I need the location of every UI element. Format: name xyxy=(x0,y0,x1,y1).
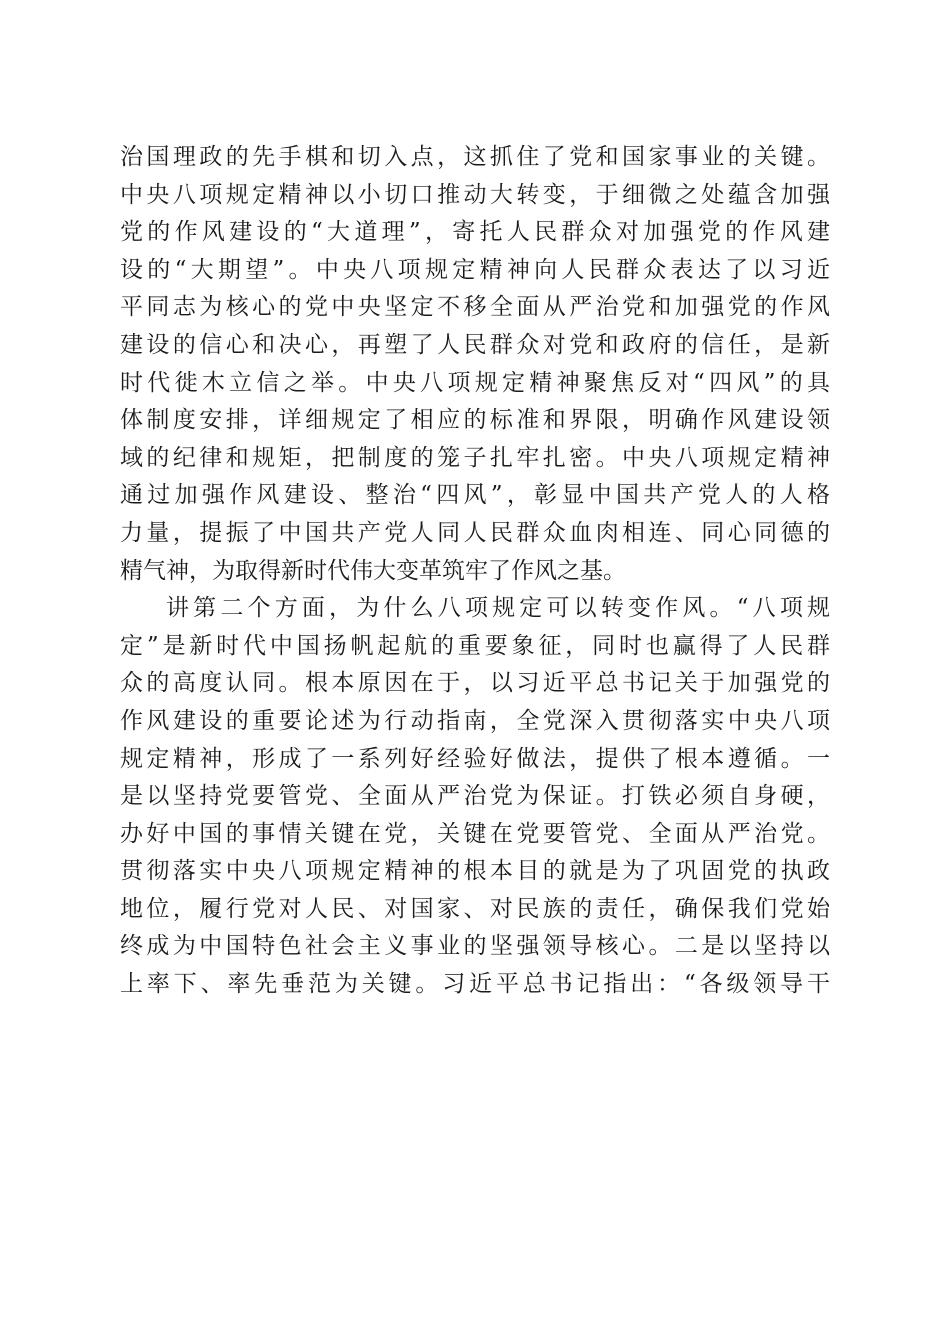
text-line: 作风建设的重要论述为行动指南，全党深入贯彻落实中央八项 xyxy=(120,707,830,734)
text-line: 域的纪律和规矩，把制度的笼子扎牢扎密。中央八项规定精神 xyxy=(120,444,830,471)
text-line: 设的“大期望”。中央八项规定精神向人民群众表达了以习近 xyxy=(120,256,830,283)
text-line: 定”是新时代中国扬帆起航的重要象征，同时也赢得了人民群 xyxy=(120,632,830,659)
text-line: 贯彻落实中央八项规定精神的根本目的就是为了巩固党的执政 xyxy=(120,858,830,885)
text-line: 精气神，为取得新时代伟大变革筑牢了作风之基。 xyxy=(120,557,626,584)
text-line: 是以坚持党要管党、全面从严治党为保证。打铁必须自身硬， xyxy=(120,783,830,810)
text-line: 时代徙木立信之举。中央八项规定精神聚焦反对“四风”的具 xyxy=(120,369,830,396)
text-line: 建设的信心和决心，再塑了人民群众对党和政府的信任，是新 xyxy=(120,331,830,358)
text-line: 力量，提振了中国共产党人同人民群众血肉相连、同心同德的 xyxy=(120,519,830,546)
paragraph-2 xyxy=(120,590,830,1004)
text-line: 办好中国的事情关键在党，关键在党要管党、全面从严治党。 xyxy=(120,820,830,847)
text-line: 规定精神，形成了一系列好经验好做法，提供了根本遵循。一 xyxy=(120,745,830,772)
text-line: 众的高度认同。根本原因在于，以习近平总书记关于加强党的 xyxy=(120,670,830,697)
text-line: 终成为中国特色社会主义事业的坚强领导核心。二是以坚持以 xyxy=(120,933,830,960)
document-page xyxy=(120,139,830,1004)
text-line: 平同志为核心的党中央坚定不移全面从严治党和加强党的作风 xyxy=(120,294,830,321)
text-line: 上率下、率先垂范为关键。习近平总书记指出：“各级领导干 xyxy=(120,971,830,998)
text-line: 中央八项规定精神以小切口推动大转变，于细微之处蕴含加强 xyxy=(120,181,830,208)
text-line: 地位，履行党对人民、对国家、对民族的责任，确保我们党始 xyxy=(120,895,830,922)
paragraph-1 xyxy=(120,139,830,590)
text-line: 治国理政的先手棋和切入点，这抓住了党和国家事业的关键。 xyxy=(120,144,830,170)
text-line: 通过加强作风建设、整治“四风”，彰显中国共产党人的人格 xyxy=(120,482,830,509)
text-line: 党的作风建设的“大道理”，寄托人民群众对加强党的作风建 xyxy=(120,219,830,246)
text-line: 讲第二个方面，为什么八项规定可以转变作风。“八项规 xyxy=(166,595,830,622)
text-line: 体制度安排，详细规定了相应的标准和界限，明确作风建设领 xyxy=(120,407,830,434)
